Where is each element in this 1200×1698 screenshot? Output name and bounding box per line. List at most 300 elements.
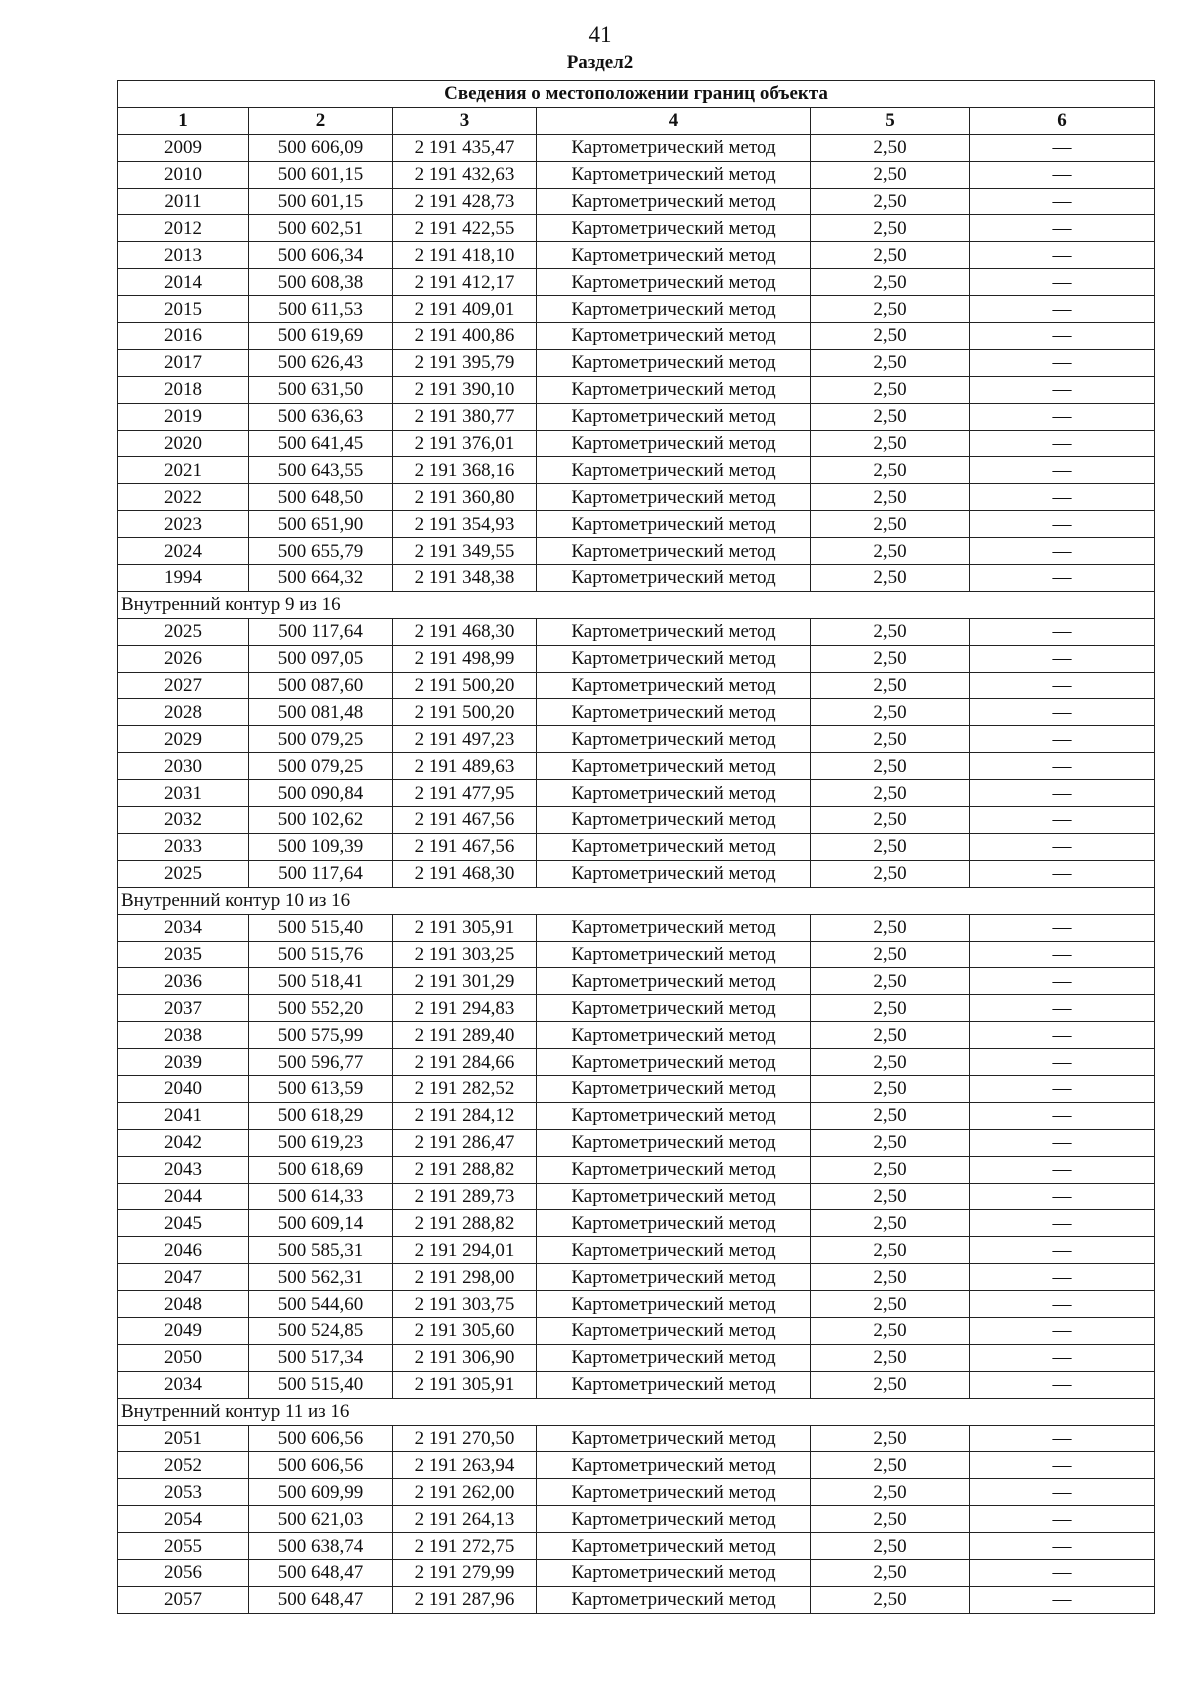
accuracy-cell: 2,50 bbox=[811, 188, 970, 215]
accuracy-cell: 2,50 bbox=[811, 1479, 970, 1506]
y-coordinate-cell: 2 191 477,95 bbox=[393, 780, 537, 807]
description-cell: — bbox=[970, 1533, 1155, 1560]
y-coordinate-cell: 2 191 354,93 bbox=[393, 511, 537, 538]
point-number-cell: 2019 bbox=[118, 403, 249, 430]
contour-header-row bbox=[118, 591, 1155, 618]
x-coordinate-cell: 500 606,56 bbox=[249, 1452, 393, 1479]
x-coordinate-cell: 500 524,85 bbox=[249, 1317, 393, 1344]
table-caption: Сведения о местоположении границ объекта bbox=[118, 81, 1155, 108]
table-row bbox=[118, 349, 1155, 376]
x-coordinate-cell: 500 618,29 bbox=[249, 1102, 393, 1129]
x-coordinate-cell: 500 648,47 bbox=[249, 1559, 393, 1586]
description-cell: — bbox=[970, 349, 1155, 376]
accuracy-cell: 2,50 bbox=[811, 323, 970, 350]
accuracy-cell: 2,50 bbox=[811, 672, 970, 699]
table-row bbox=[118, 1506, 1155, 1533]
x-coordinate-cell: 500 102,62 bbox=[249, 807, 393, 834]
description-cell: — bbox=[970, 807, 1155, 834]
description-cell: — bbox=[970, 968, 1155, 995]
point-number-cell: 2056 bbox=[118, 1559, 249, 1586]
accuracy-cell: 2,50 bbox=[811, 995, 970, 1022]
x-coordinate-cell: 500 562,31 bbox=[249, 1264, 393, 1291]
y-coordinate-cell: 2 191 264,13 bbox=[393, 1506, 537, 1533]
method-cell: Картометрический метод bbox=[537, 726, 811, 753]
method-cell: Картометрический метод bbox=[537, 1317, 811, 1344]
method-cell: Картометрический метод bbox=[537, 807, 811, 834]
accuracy-cell: 2,50 bbox=[811, 699, 970, 726]
x-coordinate-cell: 500 641,45 bbox=[249, 430, 393, 457]
description-cell: — bbox=[970, 1049, 1155, 1076]
accuracy-cell: 2,50 bbox=[811, 1022, 970, 1049]
point-number-cell: 2024 bbox=[118, 538, 249, 565]
description-cell: — bbox=[970, 618, 1155, 645]
x-coordinate-cell: 500 648,47 bbox=[249, 1586, 393, 1613]
method-cell: Картометрический метод bbox=[537, 484, 811, 511]
method-cell: Картометрический метод bbox=[537, 349, 811, 376]
accuracy-cell: 2,50 bbox=[811, 1344, 970, 1371]
y-coordinate-cell: 2 191 279,99 bbox=[393, 1559, 537, 1586]
description-cell: — bbox=[970, 914, 1155, 941]
method-cell: Картометрический метод bbox=[537, 376, 811, 403]
y-coordinate-cell: 2 191 422,55 bbox=[393, 215, 537, 242]
table-row bbox=[118, 1533, 1155, 1560]
description-cell: — bbox=[970, 1075, 1155, 1102]
method-cell: Картометрический метод bbox=[537, 1237, 811, 1264]
x-coordinate-cell: 500 544,60 bbox=[249, 1291, 393, 1318]
y-coordinate-cell: 2 191 288,82 bbox=[393, 1210, 537, 1237]
x-coordinate-cell: 500 518,41 bbox=[249, 968, 393, 995]
description-cell: — bbox=[970, 995, 1155, 1022]
table-row bbox=[118, 161, 1155, 188]
method-cell: Картометрический метод bbox=[537, 1533, 811, 1560]
description-cell: — bbox=[970, 1559, 1155, 1586]
table-row bbox=[118, 1022, 1155, 1049]
description-cell: — bbox=[970, 1156, 1155, 1183]
y-coordinate-cell: 2 191 262,00 bbox=[393, 1479, 537, 1506]
y-coordinate-cell: 2 191 468,30 bbox=[393, 618, 537, 645]
method-cell: Картометрический метод bbox=[537, 1022, 811, 1049]
point-number-cell: 2025 bbox=[118, 860, 249, 887]
accuracy-cell: 2,50 bbox=[811, 269, 970, 296]
y-coordinate-cell: 2 191 435,47 bbox=[393, 134, 537, 161]
method-cell: Картометрический метод bbox=[537, 511, 811, 538]
column-header-6: 6 bbox=[970, 107, 1155, 134]
table-row bbox=[118, 242, 1155, 269]
x-coordinate-cell: 500 602,51 bbox=[249, 215, 393, 242]
table-row bbox=[118, 565, 1155, 592]
x-coordinate-cell: 500 601,15 bbox=[249, 161, 393, 188]
method-cell: Картометрический метод bbox=[537, 134, 811, 161]
x-coordinate-cell: 500 097,05 bbox=[249, 645, 393, 672]
method-cell: Картометрический метод bbox=[537, 941, 811, 968]
accuracy-cell: 2,50 bbox=[811, 1156, 970, 1183]
x-coordinate-cell: 500 109,39 bbox=[249, 833, 393, 860]
point-number-cell: 2025 bbox=[118, 618, 249, 645]
method-cell: Картометрический метод bbox=[537, 1264, 811, 1291]
accuracy-cell: 2,50 bbox=[811, 403, 970, 430]
point-number-cell: 2022 bbox=[118, 484, 249, 511]
table-row bbox=[118, 215, 1155, 242]
description-cell: — bbox=[970, 242, 1155, 269]
y-coordinate-cell: 2 191 349,55 bbox=[393, 538, 537, 565]
y-coordinate-cell: 2 191 489,63 bbox=[393, 753, 537, 780]
y-coordinate-cell: 2 191 287,96 bbox=[393, 1586, 537, 1613]
x-coordinate-cell: 500 606,34 bbox=[249, 242, 393, 269]
description-cell: — bbox=[970, 1425, 1155, 1452]
x-coordinate-cell: 500 552,20 bbox=[249, 995, 393, 1022]
method-cell: Картометрический метод bbox=[537, 1371, 811, 1398]
point-number-cell: 2027 bbox=[118, 672, 249, 699]
point-number-cell: 2054 bbox=[118, 1506, 249, 1533]
description-cell: — bbox=[970, 1317, 1155, 1344]
point-number-cell: 2057 bbox=[118, 1586, 249, 1613]
method-cell: Картометрический метод bbox=[537, 699, 811, 726]
accuracy-cell: 2,50 bbox=[811, 753, 970, 780]
table-body bbox=[118, 134, 1155, 1613]
table-row bbox=[118, 1102, 1155, 1129]
description-cell: — bbox=[970, 457, 1155, 484]
point-number-cell: 2021 bbox=[118, 457, 249, 484]
point-number-cell: 2020 bbox=[118, 430, 249, 457]
point-number-cell: 2031 bbox=[118, 780, 249, 807]
method-cell: Картометрический метод bbox=[537, 565, 811, 592]
accuracy-cell: 2,50 bbox=[811, 1371, 970, 1398]
accuracy-cell: 2,50 bbox=[811, 349, 970, 376]
point-number-cell: 2051 bbox=[118, 1425, 249, 1452]
description-cell: — bbox=[970, 269, 1155, 296]
description-cell: — bbox=[970, 780, 1155, 807]
table-row bbox=[118, 1264, 1155, 1291]
description-cell: — bbox=[970, 323, 1155, 350]
accuracy-cell: 2,50 bbox=[811, 1264, 970, 1291]
y-coordinate-cell: 2 191 428,73 bbox=[393, 188, 537, 215]
y-coordinate-cell: 2 191 282,52 bbox=[393, 1075, 537, 1102]
y-coordinate-cell: 2 191 305,91 bbox=[393, 1371, 537, 1398]
accuracy-cell: 2,50 bbox=[811, 457, 970, 484]
x-coordinate-cell: 500 613,59 bbox=[249, 1075, 393, 1102]
x-coordinate-cell: 500 619,23 bbox=[249, 1129, 393, 1156]
accuracy-cell: 2,50 bbox=[811, 1075, 970, 1102]
method-cell: Картометрический метод bbox=[537, 1452, 811, 1479]
y-coordinate-cell: 2 191 294,01 bbox=[393, 1237, 537, 1264]
table-row bbox=[118, 188, 1155, 215]
point-number-cell: 2049 bbox=[118, 1317, 249, 1344]
accuracy-cell: 2,50 bbox=[811, 511, 970, 538]
description-cell: — bbox=[970, 1291, 1155, 1318]
point-number-cell: 2010 bbox=[118, 161, 249, 188]
method-cell: Картометрический метод bbox=[537, 242, 811, 269]
x-coordinate-cell: 500 090,84 bbox=[249, 780, 393, 807]
point-number-cell: 2013 bbox=[118, 242, 249, 269]
point-number-cell: 2016 bbox=[118, 323, 249, 350]
method-cell: Картометрический метод bbox=[537, 1344, 811, 1371]
page-number: 41 bbox=[588, 22, 612, 47]
accuracy-cell: 2,50 bbox=[811, 914, 970, 941]
x-coordinate-cell: 500 515,40 bbox=[249, 914, 393, 941]
method-cell: Картометрический метод bbox=[537, 1559, 811, 1586]
y-coordinate-cell: 2 191 298,00 bbox=[393, 1264, 537, 1291]
point-number-cell: 2045 bbox=[118, 1210, 249, 1237]
y-coordinate-cell: 2 191 289,40 bbox=[393, 1022, 537, 1049]
table-row bbox=[118, 1210, 1155, 1237]
method-cell: Картометрический метод bbox=[537, 188, 811, 215]
description-cell: — bbox=[970, 699, 1155, 726]
accuracy-cell: 2,50 bbox=[811, 860, 970, 887]
accuracy-cell: 2,50 bbox=[811, 242, 970, 269]
description-cell: — bbox=[970, 672, 1155, 699]
table-row bbox=[118, 1344, 1155, 1371]
description-cell: — bbox=[970, 1129, 1155, 1156]
x-coordinate-cell: 500 638,74 bbox=[249, 1533, 393, 1560]
column-header-3: 3 bbox=[393, 107, 537, 134]
table-row bbox=[118, 914, 1155, 941]
contour-header-row bbox=[118, 887, 1155, 914]
y-coordinate-cell: 2 191 288,82 bbox=[393, 1156, 537, 1183]
y-coordinate-cell: 2 191 303,75 bbox=[393, 1291, 537, 1318]
accuracy-cell: 2,50 bbox=[811, 1237, 970, 1264]
accuracy-cell: 2,50 bbox=[811, 1102, 970, 1129]
method-cell: Картометрический метод bbox=[537, 215, 811, 242]
method-cell: Картометрический метод bbox=[537, 780, 811, 807]
table-row bbox=[118, 296, 1155, 323]
description-cell: — bbox=[970, 941, 1155, 968]
y-coordinate-cell: 2 191 348,38 bbox=[393, 565, 537, 592]
table-row bbox=[118, 1586, 1155, 1613]
description-cell: — bbox=[970, 1452, 1155, 1479]
accuracy-cell: 2,50 bbox=[811, 645, 970, 672]
point-number-cell: 2048 bbox=[118, 1291, 249, 1318]
x-coordinate-cell: 500 611,53 bbox=[249, 296, 393, 323]
y-coordinate-cell: 2 191 412,17 bbox=[393, 269, 537, 296]
table-caption-row bbox=[118, 81, 1155, 108]
table-row bbox=[118, 995, 1155, 1022]
point-number-cell: 2026 bbox=[118, 645, 249, 672]
point-number-cell: 2043 bbox=[118, 1156, 249, 1183]
accuracy-cell: 2,50 bbox=[811, 1559, 970, 1586]
table-row bbox=[118, 1237, 1155, 1264]
description-cell: — bbox=[970, 1183, 1155, 1210]
x-coordinate-cell: 500 619,69 bbox=[249, 323, 393, 350]
description-cell: — bbox=[970, 1586, 1155, 1613]
y-coordinate-cell: 2 191 270,50 bbox=[393, 1425, 537, 1452]
y-coordinate-cell: 2 191 376,01 bbox=[393, 430, 537, 457]
method-cell: Картометрический метод bbox=[537, 269, 811, 296]
x-coordinate-cell: 500 087,60 bbox=[249, 672, 393, 699]
table-row bbox=[118, 968, 1155, 995]
table-row bbox=[118, 511, 1155, 538]
table-row bbox=[118, 618, 1155, 645]
y-coordinate-cell: 2 191 286,47 bbox=[393, 1129, 537, 1156]
x-coordinate-cell: 500 643,55 bbox=[249, 457, 393, 484]
accuracy-cell: 2,50 bbox=[811, 1533, 970, 1560]
accuracy-cell: 2,50 bbox=[811, 1129, 970, 1156]
table-row bbox=[118, 941, 1155, 968]
table-row bbox=[118, 1317, 1155, 1344]
y-coordinate-cell: 2 191 263,94 bbox=[393, 1452, 537, 1479]
method-cell: Картометрический метод bbox=[537, 403, 811, 430]
x-coordinate-cell: 500 606,09 bbox=[249, 134, 393, 161]
method-cell: Картометрический метод bbox=[537, 1210, 811, 1237]
table-row bbox=[118, 1291, 1155, 1318]
method-cell: Картометрический метод bbox=[537, 1129, 811, 1156]
accuracy-cell: 2,50 bbox=[811, 726, 970, 753]
x-coordinate-cell: 500 655,79 bbox=[249, 538, 393, 565]
y-coordinate-cell: 2 191 284,66 bbox=[393, 1049, 537, 1076]
table-row bbox=[118, 860, 1155, 887]
y-coordinate-cell: 2 191 432,63 bbox=[393, 161, 537, 188]
description-cell: — bbox=[970, 1264, 1155, 1291]
x-coordinate-cell: 500 609,99 bbox=[249, 1479, 393, 1506]
x-coordinate-cell: 500 609,14 bbox=[249, 1210, 393, 1237]
method-cell: Картометрический метод bbox=[537, 323, 811, 350]
point-number-cell: 2033 bbox=[118, 833, 249, 860]
method-cell: Картометрический метод bbox=[537, 457, 811, 484]
table-header-row bbox=[118, 107, 1155, 134]
description-cell: — bbox=[970, 538, 1155, 565]
point-number-cell: 2032 bbox=[118, 807, 249, 834]
table-row bbox=[118, 1425, 1155, 1452]
table-row bbox=[118, 457, 1155, 484]
column-header-4: 4 bbox=[537, 107, 811, 134]
table-row bbox=[118, 699, 1155, 726]
description-cell: — bbox=[970, 726, 1155, 753]
y-coordinate-cell: 2 191 467,56 bbox=[393, 833, 537, 860]
column-header-5: 5 bbox=[811, 107, 970, 134]
method-cell: Картометрический метод bbox=[537, 1049, 811, 1076]
point-number-cell: 2023 bbox=[118, 511, 249, 538]
y-coordinate-cell: 2 191 418,10 bbox=[393, 242, 537, 269]
description-cell: — bbox=[970, 215, 1155, 242]
point-number-cell: 2055 bbox=[118, 1533, 249, 1560]
contour-header-row bbox=[118, 1398, 1155, 1425]
table-row bbox=[118, 403, 1155, 430]
description-cell: — bbox=[970, 1506, 1155, 1533]
method-cell: Картометрический метод bbox=[537, 618, 811, 645]
y-coordinate-cell: 2 191 390,10 bbox=[393, 376, 537, 403]
point-number-cell: 2012 bbox=[118, 215, 249, 242]
accuracy-cell: 2,50 bbox=[811, 430, 970, 457]
table-row bbox=[118, 1452, 1155, 1479]
table-row bbox=[118, 753, 1155, 780]
point-number-cell: 2038 bbox=[118, 1022, 249, 1049]
accuracy-cell: 2,50 bbox=[811, 941, 970, 968]
x-coordinate-cell: 500 626,43 bbox=[249, 349, 393, 376]
description-cell: — bbox=[970, 511, 1155, 538]
y-coordinate-cell: 2 191 467,56 bbox=[393, 807, 537, 834]
description-cell: — bbox=[970, 1102, 1155, 1129]
x-coordinate-cell: 500 117,64 bbox=[249, 618, 393, 645]
y-coordinate-cell: 2 191 289,73 bbox=[393, 1183, 537, 1210]
y-coordinate-cell: 2 191 306,90 bbox=[393, 1344, 537, 1371]
method-cell: Картометрический метод bbox=[537, 645, 811, 672]
point-number-cell: 2053 bbox=[118, 1479, 249, 1506]
description-cell: — bbox=[970, 1022, 1155, 1049]
method-cell: Картометрический метод bbox=[537, 914, 811, 941]
method-cell: Картометрический метод bbox=[537, 161, 811, 188]
description-cell: — bbox=[970, 753, 1155, 780]
accuracy-cell: 2,50 bbox=[811, 1049, 970, 1076]
y-coordinate-cell: 2 191 409,01 bbox=[393, 296, 537, 323]
table-row bbox=[118, 134, 1155, 161]
description-cell: — bbox=[970, 430, 1155, 457]
y-coordinate-cell: 2 191 272,75 bbox=[393, 1533, 537, 1560]
table-row bbox=[118, 538, 1155, 565]
description-cell: — bbox=[970, 1237, 1155, 1264]
point-number-cell: 2052 bbox=[118, 1452, 249, 1479]
method-cell: Картометрический метод bbox=[537, 1425, 811, 1452]
y-coordinate-cell: 2 191 498,99 bbox=[393, 645, 537, 672]
method-cell: Картометрический метод bbox=[537, 753, 811, 780]
y-coordinate-cell: 2 191 303,25 bbox=[393, 941, 537, 968]
accuracy-cell: 2,50 bbox=[811, 618, 970, 645]
y-coordinate-cell: 2 191 395,79 bbox=[393, 349, 537, 376]
table-row bbox=[118, 833, 1155, 860]
description-cell: — bbox=[970, 296, 1155, 323]
x-coordinate-cell: 500 664,32 bbox=[249, 565, 393, 592]
contour-label: Внутренний контур 11 из 16 bbox=[118, 1398, 1155, 1425]
point-number-cell: 2050 bbox=[118, 1344, 249, 1371]
method-cell: Картометрический метод bbox=[537, 1291, 811, 1318]
table-row bbox=[118, 323, 1155, 350]
point-number-cell: 2028 bbox=[118, 699, 249, 726]
method-cell: Картометрический метод bbox=[537, 860, 811, 887]
point-number-cell: 2034 bbox=[118, 1371, 249, 1398]
point-number-cell: 2040 bbox=[118, 1075, 249, 1102]
x-coordinate-cell: 500 636,63 bbox=[249, 403, 393, 430]
y-coordinate-cell: 2 191 400,86 bbox=[393, 323, 537, 350]
y-coordinate-cell: 2 191 497,23 bbox=[393, 726, 537, 753]
x-coordinate-cell: 500 081,48 bbox=[249, 699, 393, 726]
point-number-cell: 2011 bbox=[118, 188, 249, 215]
accuracy-cell: 2,50 bbox=[811, 807, 970, 834]
x-coordinate-cell: 500 515,40 bbox=[249, 1371, 393, 1398]
table-row bbox=[118, 1183, 1155, 1210]
table-row bbox=[118, 780, 1155, 807]
x-coordinate-cell: 500 606,56 bbox=[249, 1425, 393, 1452]
point-number-cell: 2041 bbox=[118, 1102, 249, 1129]
contour-label: Внутренний контур 9 из 16 bbox=[118, 591, 1155, 618]
description-cell: — bbox=[970, 134, 1155, 161]
x-coordinate-cell: 500 079,25 bbox=[249, 753, 393, 780]
method-cell: Картометрический метод bbox=[537, 538, 811, 565]
x-coordinate-cell: 500 601,15 bbox=[249, 188, 393, 215]
table-row bbox=[118, 672, 1155, 699]
description-cell: — bbox=[970, 161, 1155, 188]
point-number-cell: 2046 bbox=[118, 1237, 249, 1264]
method-cell: Картометрический метод bbox=[537, 1506, 811, 1533]
column-header-1: 1 bbox=[118, 107, 249, 134]
accuracy-cell: 2,50 bbox=[811, 1291, 970, 1318]
method-cell: Картометрический метод bbox=[537, 995, 811, 1022]
section-title: Раздел2 bbox=[566, 52, 634, 73]
point-number-cell: 2036 bbox=[118, 968, 249, 995]
accuracy-cell: 2,50 bbox=[811, 134, 970, 161]
accuracy-cell: 2,50 bbox=[811, 1586, 970, 1613]
point-number-cell: 2034 bbox=[118, 914, 249, 941]
method-cell: Картометрический метод bbox=[537, 296, 811, 323]
description-cell: — bbox=[970, 1344, 1155, 1371]
x-coordinate-cell: 500 614,33 bbox=[249, 1183, 393, 1210]
method-cell: Картометрический метод bbox=[537, 833, 811, 860]
column-header-2: 2 bbox=[249, 107, 393, 134]
contour-label: Внутренний контур 10 из 16 bbox=[118, 887, 1155, 914]
method-cell: Картометрический метод bbox=[537, 1183, 811, 1210]
x-coordinate-cell: 500 618,69 bbox=[249, 1156, 393, 1183]
x-coordinate-cell: 500 596,77 bbox=[249, 1049, 393, 1076]
point-number-cell: 2047 bbox=[118, 1264, 249, 1291]
y-coordinate-cell: 2 191 380,77 bbox=[393, 403, 537, 430]
accuracy-cell: 2,50 bbox=[811, 833, 970, 860]
